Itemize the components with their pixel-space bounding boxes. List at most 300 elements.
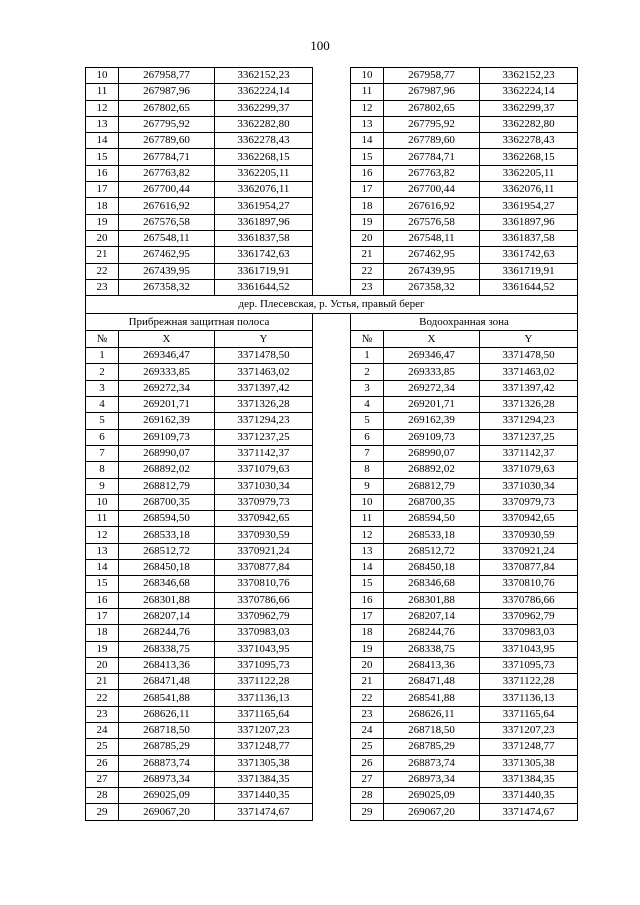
- column-gap: [313, 543, 351, 559]
- y-coordinate: 3370810,76: [480, 576, 578, 592]
- table-row: [86, 214, 578, 230]
- column-gap: [313, 247, 351, 263]
- table-row: [86, 116, 578, 132]
- table-row: [86, 478, 578, 494]
- point-number: 9: [86, 478, 119, 494]
- point-number: 13: [351, 116, 384, 132]
- point-number: 4: [86, 397, 119, 413]
- x-coordinate: 267802,65: [384, 100, 480, 116]
- y-coordinate: 3371384,35: [480, 771, 578, 787]
- y-coordinate: 3371294,23: [480, 413, 578, 429]
- x-coordinate: 268873,74: [384, 755, 480, 771]
- point-number: 18: [351, 625, 384, 641]
- x-coordinate: 268207,14: [384, 608, 480, 624]
- column-gap: [313, 133, 351, 149]
- table-row: [86, 641, 578, 657]
- x-coordinate: 267358,32: [384, 279, 480, 295]
- table-row: [86, 592, 578, 608]
- point-number: 19: [351, 641, 384, 657]
- x-coordinate: 267789,60: [384, 133, 480, 149]
- y-coordinate: 3362224,14: [480, 84, 578, 100]
- table-row: [86, 364, 578, 380]
- point-number: 21: [351, 674, 384, 690]
- y-coordinate: 3371095,73: [215, 657, 313, 673]
- x-coordinate: 269333,85: [384, 364, 480, 380]
- x-coordinate: 268301,88: [119, 592, 215, 608]
- table-row: [86, 804, 578, 820]
- point-number: 10: [351, 68, 384, 84]
- point-number: 22: [351, 263, 384, 279]
- x-coordinate: 269162,39: [119, 413, 215, 429]
- y-coordinate: 3371305,38: [215, 755, 313, 771]
- column-gap: [313, 462, 351, 478]
- point-number: 17: [86, 182, 119, 198]
- y-coordinate: 3370962,79: [480, 608, 578, 624]
- y-coordinate: 3371463,02: [480, 364, 578, 380]
- y-coordinate: 3362282,80: [215, 116, 313, 132]
- point-number: 2: [351, 364, 384, 380]
- x-coordinate: 268346,68: [119, 576, 215, 592]
- section-header: [86, 296, 578, 348]
- x-coordinate: 268413,36: [384, 657, 480, 673]
- x-coordinate: 268718,50: [119, 722, 215, 738]
- point-number: 10: [351, 494, 384, 510]
- y-coordinate: 3371207,23: [215, 722, 313, 738]
- point-number: 18: [351, 198, 384, 214]
- column-gap: [313, 739, 351, 755]
- y-coordinate: 3371305,38: [480, 755, 578, 771]
- y-coordinate: 3371095,73: [480, 657, 578, 673]
- table-row: [86, 263, 578, 279]
- x-coordinate: 268413,36: [119, 657, 215, 673]
- y-coordinate: 3361742,63: [480, 247, 578, 263]
- point-number: 9: [351, 478, 384, 494]
- y-coordinate: 3371478,50: [215, 348, 313, 364]
- point-number: 15: [86, 149, 119, 165]
- y-coordinate: 3362278,43: [480, 133, 578, 149]
- x-coordinate: 267987,96: [384, 84, 480, 100]
- x-coordinate: 268450,18: [384, 560, 480, 576]
- point-number: 6: [86, 429, 119, 445]
- y-coordinate: 3371474,67: [480, 804, 578, 820]
- x-coordinate: 267358,32: [119, 279, 215, 295]
- point-number: 15: [351, 149, 384, 165]
- x-coordinate: 269346,47: [119, 348, 215, 364]
- x-coordinate: 267784,71: [119, 149, 215, 165]
- x-coordinate: 269162,39: [384, 413, 480, 429]
- point-number: 5: [86, 413, 119, 429]
- y-coordinate: 3371440,35: [215, 788, 313, 804]
- table-row: [86, 690, 578, 706]
- column-gap: [313, 198, 351, 214]
- y-coordinate: 3370921,24: [215, 543, 313, 559]
- column-gap: [313, 641, 351, 657]
- point-number: 14: [351, 133, 384, 149]
- table-row: [86, 165, 578, 181]
- column-gap: [313, 445, 351, 461]
- table-row: [86, 100, 578, 116]
- x-coordinate: 269109,73: [384, 429, 480, 445]
- x-coordinate: 267576,58: [119, 214, 215, 230]
- point-number: 11: [86, 511, 119, 527]
- point-number: 13: [351, 543, 384, 559]
- point-number: 21: [86, 674, 119, 690]
- table-row: [86, 230, 578, 246]
- x-coordinate: 268785,29: [119, 739, 215, 755]
- table-row: [86, 182, 578, 198]
- point-number: 18: [86, 625, 119, 641]
- x-coordinate: 268512,72: [384, 543, 480, 559]
- point-number: 10: [86, 494, 119, 510]
- table-row: [86, 380, 578, 396]
- x-coordinate: 268346,68: [384, 576, 480, 592]
- y-coordinate: 3370921,24: [480, 543, 578, 559]
- column-gap: [313, 494, 351, 510]
- y-coordinate: 3370983,03: [480, 625, 578, 641]
- table-row: [86, 625, 578, 641]
- column-gap: [313, 214, 351, 230]
- table-row: [86, 543, 578, 559]
- y-coordinate: 3361837,58: [215, 230, 313, 246]
- y-coordinate: 3371142,37: [215, 445, 313, 461]
- y-coordinate: 3371079,63: [215, 462, 313, 478]
- col-header-num: №: [86, 331, 119, 348]
- y-coordinate: 3370930,59: [215, 527, 313, 543]
- table-row: [86, 657, 578, 673]
- point-number: 22: [86, 263, 119, 279]
- point-number: 17: [86, 608, 119, 624]
- column-gap: [313, 413, 351, 429]
- x-coordinate: 268700,35: [384, 494, 480, 510]
- column-gap: [313, 116, 351, 132]
- y-coordinate: 3361954,27: [215, 198, 313, 214]
- table-row: [86, 279, 578, 295]
- point-number: 2: [86, 364, 119, 380]
- y-coordinate: 3370877,84: [480, 560, 578, 576]
- x-coordinate: 269346,47: [384, 348, 480, 364]
- y-coordinate: 3370962,79: [215, 608, 313, 624]
- table-row: [86, 429, 578, 445]
- point-number: 16: [86, 592, 119, 608]
- y-coordinate: 3362152,23: [480, 68, 578, 84]
- table-row: [86, 788, 578, 804]
- column-gap: [313, 314, 351, 331]
- column-gap: [313, 511, 351, 527]
- coordinates-table: [85, 67, 578, 821]
- column-gap: [313, 100, 351, 116]
- x-coordinate: 267958,77: [119, 68, 215, 84]
- point-number: 13: [86, 543, 119, 559]
- x-coordinate: 269109,73: [119, 429, 215, 445]
- y-coordinate: 3361644,52: [215, 279, 313, 295]
- x-coordinate: 269201,71: [119, 397, 215, 413]
- column-gap: [313, 722, 351, 738]
- left-table-title: Прибрежная защитная полоса: [86, 314, 313, 331]
- point-number: 8: [351, 462, 384, 478]
- column-gap: [313, 331, 351, 348]
- x-coordinate: 268533,18: [384, 527, 480, 543]
- column-gap: [313, 560, 351, 576]
- point-number: 23: [86, 279, 119, 295]
- y-coordinate: 3371136,13: [215, 690, 313, 706]
- point-number: 12: [351, 100, 384, 116]
- col-header-y: Y: [480, 331, 578, 348]
- x-coordinate: 268812,79: [119, 478, 215, 494]
- point-number: 14: [86, 560, 119, 576]
- y-coordinate: 3371165,64: [480, 706, 578, 722]
- x-coordinate: 268990,07: [119, 445, 215, 461]
- y-coordinate: 3361897,96: [480, 214, 578, 230]
- y-coordinate: 3371248,77: [480, 739, 578, 755]
- x-coordinate: 269201,71: [384, 397, 480, 413]
- x-coordinate: 267763,82: [119, 165, 215, 181]
- point-number: 4: [351, 397, 384, 413]
- point-number: 8: [86, 462, 119, 478]
- y-coordinate: 3362268,15: [215, 149, 313, 165]
- point-number: 19: [351, 214, 384, 230]
- table-row: [86, 68, 578, 84]
- column-gap: [313, 364, 351, 380]
- x-coordinate: 268338,75: [119, 641, 215, 657]
- y-coordinate: 3370983,03: [215, 625, 313, 641]
- column-gap: [313, 279, 351, 295]
- y-coordinate: 3371136,13: [480, 690, 578, 706]
- x-coordinate: 267462,95: [119, 247, 215, 263]
- point-number: 27: [351, 771, 384, 787]
- y-coordinate: 3371165,64: [215, 706, 313, 722]
- x-coordinate: 267700,44: [119, 182, 215, 198]
- point-number: 16: [351, 165, 384, 181]
- y-coordinate: 3371043,95: [480, 641, 578, 657]
- table-row: [86, 247, 578, 263]
- x-coordinate: 268541,88: [384, 690, 480, 706]
- point-number: 20: [351, 230, 384, 246]
- point-number: 23: [86, 706, 119, 722]
- page-number: 100: [310, 38, 330, 53]
- x-coordinate: 268533,18: [119, 527, 215, 543]
- point-number: 1: [86, 348, 119, 364]
- point-number: 16: [351, 592, 384, 608]
- point-number: 14: [86, 133, 119, 149]
- x-coordinate: 267439,95: [119, 263, 215, 279]
- x-coordinate: 269067,20: [384, 804, 480, 820]
- x-coordinate: 267439,95: [384, 263, 480, 279]
- column-gap: [313, 674, 351, 690]
- point-number: 21: [351, 247, 384, 263]
- y-coordinate: 3371248,77: [215, 739, 313, 755]
- table-row: [86, 739, 578, 755]
- y-coordinate: 3371207,23: [480, 722, 578, 738]
- point-number: 7: [86, 445, 119, 461]
- table-row: [86, 133, 578, 149]
- x-coordinate: 268594,50: [119, 511, 215, 527]
- y-coordinate: 3362076,11: [480, 182, 578, 198]
- x-coordinate: 268244,76: [119, 625, 215, 641]
- col-header-y: Y: [215, 331, 313, 348]
- point-number: 11: [351, 511, 384, 527]
- point-number: 24: [351, 722, 384, 738]
- x-coordinate: 267795,92: [384, 116, 480, 132]
- x-coordinate: 268873,74: [119, 755, 215, 771]
- x-coordinate: 268471,48: [119, 674, 215, 690]
- point-number: 17: [351, 608, 384, 624]
- point-number: 26: [86, 755, 119, 771]
- y-coordinate: 3362282,80: [480, 116, 578, 132]
- y-coordinate: 3371122,28: [215, 674, 313, 690]
- x-coordinate: 267700,44: [384, 182, 480, 198]
- top-rows: [86, 68, 578, 296]
- right-table-title: Водоохранная зона: [351, 314, 578, 331]
- x-coordinate: 267576,58: [384, 214, 480, 230]
- table-row: [86, 706, 578, 722]
- point-number: 24: [86, 722, 119, 738]
- point-number: 11: [86, 84, 119, 100]
- point-number: 10: [86, 68, 119, 84]
- table-row: [86, 511, 578, 527]
- point-number: 3: [351, 380, 384, 396]
- y-coordinate: 3361897,96: [215, 214, 313, 230]
- point-number: 22: [351, 690, 384, 706]
- x-coordinate: 268594,50: [384, 511, 480, 527]
- x-coordinate: 267616,92: [384, 198, 480, 214]
- x-coordinate: 268338,75: [384, 641, 480, 657]
- point-number: 12: [351, 527, 384, 543]
- y-coordinate: 3371142,37: [480, 445, 578, 461]
- point-number: 15: [351, 576, 384, 592]
- column-gap: [313, 478, 351, 494]
- col-header-num: №: [351, 331, 384, 348]
- y-coordinate: 3371397,42: [480, 380, 578, 396]
- x-coordinate: 268541,88: [119, 690, 215, 706]
- column-gap: [313, 182, 351, 198]
- table-row: [86, 198, 578, 214]
- column-gap: [313, 165, 351, 181]
- y-coordinate: 3362268,15: [480, 149, 578, 165]
- point-number: 28: [351, 788, 384, 804]
- y-coordinate: 3371030,34: [215, 478, 313, 494]
- x-coordinate: 269025,09: [119, 788, 215, 804]
- y-coordinate: 3371384,35: [215, 771, 313, 787]
- table-row: [86, 722, 578, 738]
- x-coordinate: 268301,88: [384, 592, 480, 608]
- point-number: 25: [86, 739, 119, 755]
- point-number: 21: [86, 247, 119, 263]
- x-coordinate: 268973,34: [384, 771, 480, 787]
- point-number: 20: [86, 230, 119, 246]
- column-gap: [313, 68, 351, 84]
- point-number: 5: [351, 413, 384, 429]
- y-coordinate: 3370877,84: [215, 560, 313, 576]
- x-coordinate: 267789,60: [119, 133, 215, 149]
- column-gap: [313, 84, 351, 100]
- x-coordinate: 269333,85: [119, 364, 215, 380]
- y-coordinate: 3371326,28: [480, 397, 578, 413]
- x-coordinate: 268471,48: [384, 674, 480, 690]
- point-number: 16: [86, 165, 119, 181]
- point-number: 20: [351, 657, 384, 673]
- y-coordinate: 3370786,66: [480, 592, 578, 608]
- y-coordinate: 3371043,95: [215, 641, 313, 657]
- x-coordinate: 267795,92: [119, 116, 215, 132]
- y-coordinate: 3362299,37: [480, 100, 578, 116]
- column-gap: [313, 397, 351, 413]
- x-coordinate: 268626,11: [119, 706, 215, 722]
- point-number: 17: [351, 182, 384, 198]
- y-coordinate: 3361954,27: [480, 198, 578, 214]
- x-coordinate: 268700,35: [119, 494, 215, 510]
- y-coordinate: 3370942,65: [480, 511, 578, 527]
- y-coordinate: 3361719,91: [215, 263, 313, 279]
- point-number: 3: [86, 380, 119, 396]
- table-row: [86, 608, 578, 624]
- y-coordinate: 3371478,50: [480, 348, 578, 364]
- x-coordinate: 267462,95: [384, 247, 480, 263]
- column-gap: [313, 608, 351, 624]
- y-coordinate: 3370810,76: [215, 576, 313, 592]
- column-gap: [313, 804, 351, 820]
- y-coordinate: 3371122,28: [480, 674, 578, 690]
- y-coordinate: 3362076,11: [215, 182, 313, 198]
- x-coordinate: 269025,09: [384, 788, 480, 804]
- point-number: 13: [86, 116, 119, 132]
- bottom-rows: [86, 348, 578, 821]
- column-gap: [313, 527, 351, 543]
- y-coordinate: 3371079,63: [480, 462, 578, 478]
- point-number: 28: [86, 788, 119, 804]
- point-number: 18: [86, 198, 119, 214]
- point-number: 20: [86, 657, 119, 673]
- y-coordinate: 3371440,35: [480, 788, 578, 804]
- x-coordinate: 268812,79: [384, 478, 480, 494]
- x-coordinate: 268626,11: [384, 706, 480, 722]
- point-number: 1: [351, 348, 384, 364]
- y-coordinate: 3371326,28: [215, 397, 313, 413]
- x-coordinate: 269272,34: [119, 380, 215, 396]
- column-gap: [313, 348, 351, 364]
- point-number: 23: [351, 706, 384, 722]
- x-coordinate: 268244,76: [384, 625, 480, 641]
- column-gap: [313, 592, 351, 608]
- point-number: 29: [351, 804, 384, 820]
- y-coordinate: 3362205,11: [480, 165, 578, 181]
- y-coordinate: 3361719,91: [480, 263, 578, 279]
- x-coordinate: 269067,20: [119, 804, 215, 820]
- point-number: 11: [351, 84, 384, 100]
- x-coordinate: 268450,18: [119, 560, 215, 576]
- y-coordinate: 3370786,66: [215, 592, 313, 608]
- point-number: 12: [86, 100, 119, 116]
- point-number: 27: [86, 771, 119, 787]
- point-number: 29: [86, 804, 119, 820]
- x-coordinate: 267763,82: [384, 165, 480, 181]
- x-coordinate: 267548,11: [119, 230, 215, 246]
- point-number: 26: [351, 755, 384, 771]
- x-coordinate: 268718,50: [384, 722, 480, 738]
- y-coordinate: 3361837,58: [480, 230, 578, 246]
- y-coordinate: 3371294,23: [215, 413, 313, 429]
- x-coordinate: 269272,34: [384, 380, 480, 396]
- x-coordinate: 267616,92: [119, 198, 215, 214]
- y-coordinate: 3362205,11: [215, 165, 313, 181]
- table-row: [86, 674, 578, 690]
- table-row: [86, 771, 578, 787]
- x-coordinate: 267802,65: [119, 100, 215, 116]
- x-coordinate: 267548,11: [384, 230, 480, 246]
- y-coordinate: 3362224,14: [215, 84, 313, 100]
- table-row: [86, 413, 578, 429]
- column-gap: [313, 771, 351, 787]
- column-gap: [313, 706, 351, 722]
